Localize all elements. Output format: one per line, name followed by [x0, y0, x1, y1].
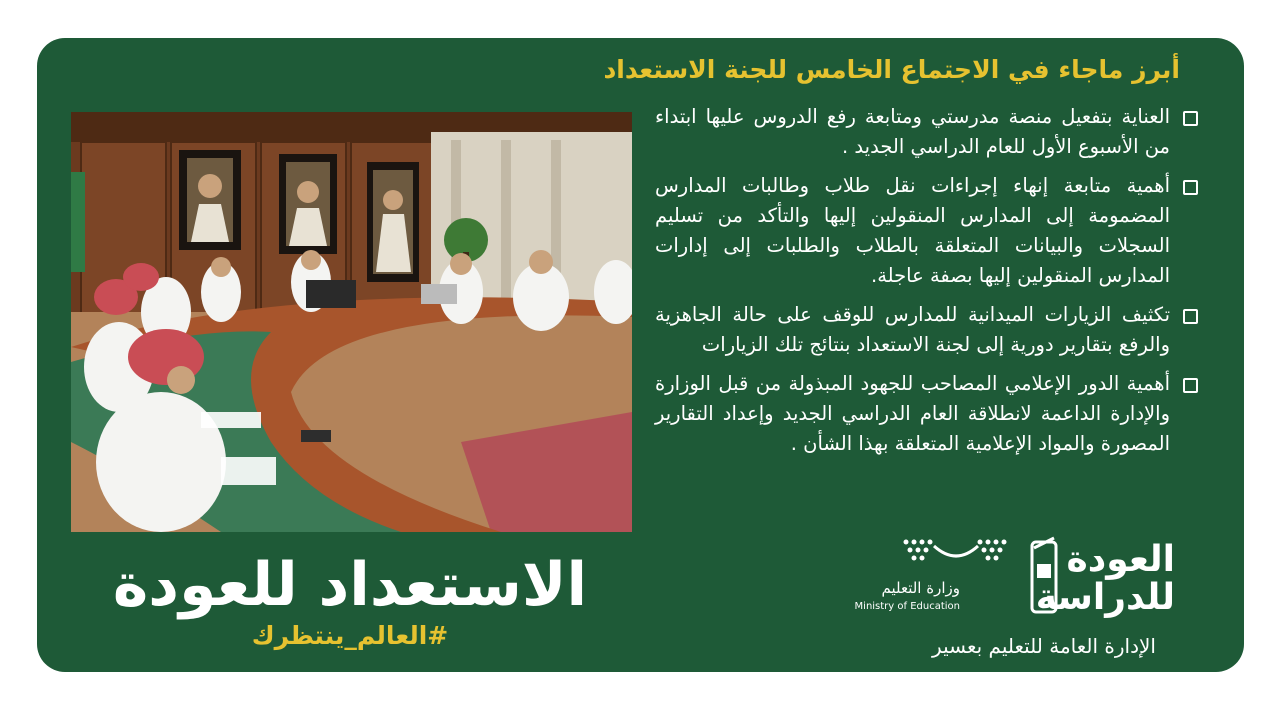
list-item [655, 171, 1200, 291]
ministry-name-arabic: وزارة التعليم [881, 579, 960, 597]
hashtag: #العالم_ينتظرك [251, 621, 449, 650]
back-to-school-title-line2: للدراسة [1035, 577, 1175, 618]
meeting-outcomes-list [655, 102, 1200, 468]
back-to-school-title-line1: العودة [1066, 539, 1175, 580]
portrait-frame [279, 154, 337, 254]
list-item-text: العناية بتفعيل منصة مدرستي ومتابعة رفع الدروس عليها ابتداء من الأسبوع الأول للعام الدراسي الجديد . [655, 105, 1170, 158]
list-item [655, 102, 1200, 162]
checkbox-icon [1183, 111, 1198, 126]
ministry-logo-icon [900, 536, 1012, 572]
list-item-text: تكثيف الزيارات الميدانية للمدارس للوقف على حالة الجاهزية والرفع بتقارير دورية إلى لجنة الاستعداد بنتائج تلك الزيارات [655, 303, 1170, 356]
checkbox-icon [1183, 180, 1198, 195]
list-item [655, 300, 1200, 360]
checkbox-icon [1183, 378, 1198, 393]
headline: أبرز ماجاء في الاجتماع الخامس للجنة الاستعداد [603, 55, 1180, 84]
checkbox-icon [1183, 309, 1198, 324]
portrait-frame [367, 162, 419, 282]
portrait-frame [179, 150, 241, 250]
list-item [655, 369, 1200, 459]
list-item-text: أهمية الدور الإعلامي المصاحب للجهود المبذولة من قبل الوزارة والإدارة الداعمة لانطلاقة العام الدراسي الجديد وإعداد التقارير المصورة والمواد الإعلامية المتعلقة بهذا الشأن . [655, 372, 1170, 455]
main-title: الاستعداد للعودة [112, 550, 588, 620]
administration-name: الإدارة العامة للتعليم بعسير [932, 634, 1156, 658]
meeting-photo [71, 112, 632, 532]
list-item-text: أهمية متابعة إنهاء إجراءات نقل طلاب وطالبات المدارس المضمومة إلى المدارس المنقولين إليها والتأكد من تسليم السجلات والبيانات المتعلقة بالطلاب والطلبات إلى إدارات المدارس المنقولين إليها بصفة عاجلة. [655, 174, 1170, 287]
ministry-name-english: Ministry of Education [854, 601, 960, 612]
